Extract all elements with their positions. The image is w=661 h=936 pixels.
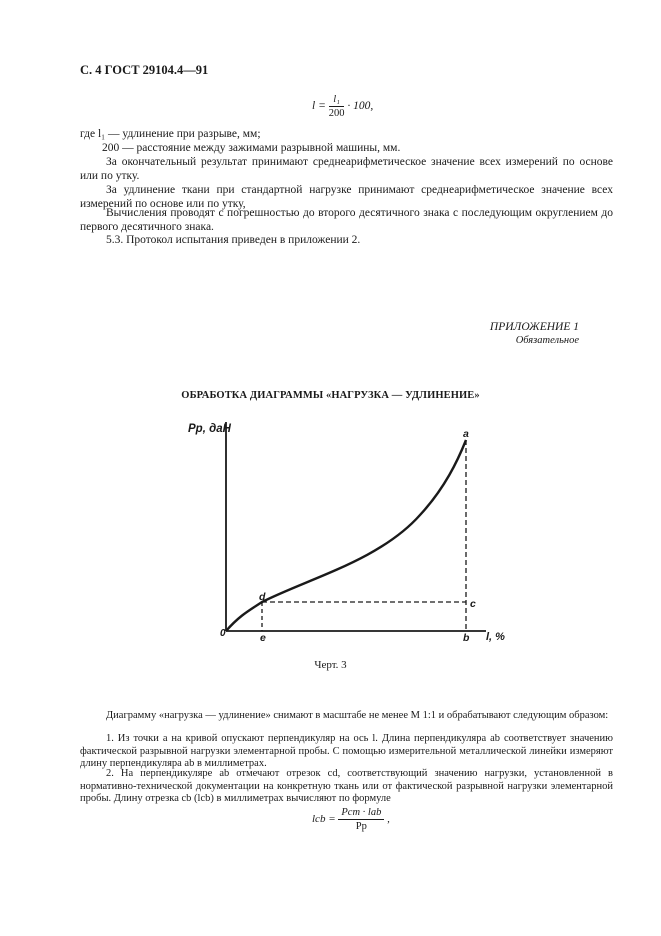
origin-label: 0 <box>220 628 226 639</box>
page-header: С. 4 ГОСТ 29104.4—91 <box>80 63 209 77</box>
paragraph-calculation: Вычисления проводят с погрешностью до второго десятичного знака с последующим округлением до первого десятичного знака. <box>80 207 613 233</box>
load-elongation-diagram <box>180 410 510 650</box>
point-c-label: c <box>470 598 476 610</box>
point-d-label: d <box>259 591 266 603</box>
appendix-subtitle: Обязательное <box>515 335 579 346</box>
formula-lhs: l = <box>312 100 326 113</box>
appendix-label <box>490 320 579 348</box>
point-b-label: b <box>463 632 470 644</box>
paragraph-diagram-intro: Диаграмму «нагрузка — удлинение» снимают в масштабе не менее М 1:1 и обрабатывают следующим образом: <box>106 710 609 721</box>
elongation-formula <box>312 93 373 120</box>
figure-title: ОБРАБОТКА ДИАГРАММЫ «НАГРУЗКА — УДЛИНЕНИЕ» <box>181 390 480 401</box>
point-a-label: a <box>463 428 469 440</box>
formula-denominator: 200 <box>328 108 345 119</box>
formula2-denominator: Pp <box>355 821 367 832</box>
formula2-numerator: Pсm · lab <box>338 806 384 820</box>
y-axis-label: Pp, даН <box>188 423 231 435</box>
paragraph-protocol: 5.3. Протокол испытания приведен в приложении 2. <box>106 234 361 246</box>
x-axis-label: l, % <box>486 631 505 643</box>
paragraph-result: За окончательный результат принимают среднеарифметическое значение всех измерений по основе или по утку. <box>80 156 613 182</box>
appendix-title: ПРИЛОЖЕНИЕ 1 <box>489 321 579 333</box>
point-e-label: e <box>260 632 266 644</box>
formula-rhs: · 100, <box>347 100 374 113</box>
definition-200: 200 — расстояние между зажимами разрывной машины, мм. <box>102 142 401 154</box>
formula2-rhs: , <box>387 813 390 826</box>
paragraph-step-2: 2. На перпендикуляре ab отмечают отрезок cd, соответствующий значению нагрузки, установленной в нормативно-технической документации на конкретную ткань или от фактической разрывной нагрузки элементарной пробы. Длину отрезка cb (lcb) в миллиметрах вычисляют по формуле <box>80 768 613 804</box>
paragraph-step-1: 1. Из точки a на кривой опускают перпендикуляр на ось l. Длина перпендикуляра ab соответствует значению фактической разрывной нагрузки элементарной пробы. С помощью измерительной металлической линейки измеряют длину перпендикуляра ab в миллиметрах. <box>80 733 613 769</box>
formula2-fraction <box>338 806 384 833</box>
definition-l1: где l₁ — удлинение при разрыве, мм; <box>80 128 261 140</box>
figure-caption: Черт. 3 <box>314 659 347 671</box>
formula-fraction <box>329 93 345 120</box>
formula2-lhs: lcb = <box>312 813 336 826</box>
paragraph-standard-load: За удлинение ткани при стандартной нагрузке принимают среднеарифметическое значение всех измерений по основе или по утку, <box>80 184 613 210</box>
lcb-formula <box>312 806 390 833</box>
formula-numerator: l₁ <box>329 93 345 107</box>
